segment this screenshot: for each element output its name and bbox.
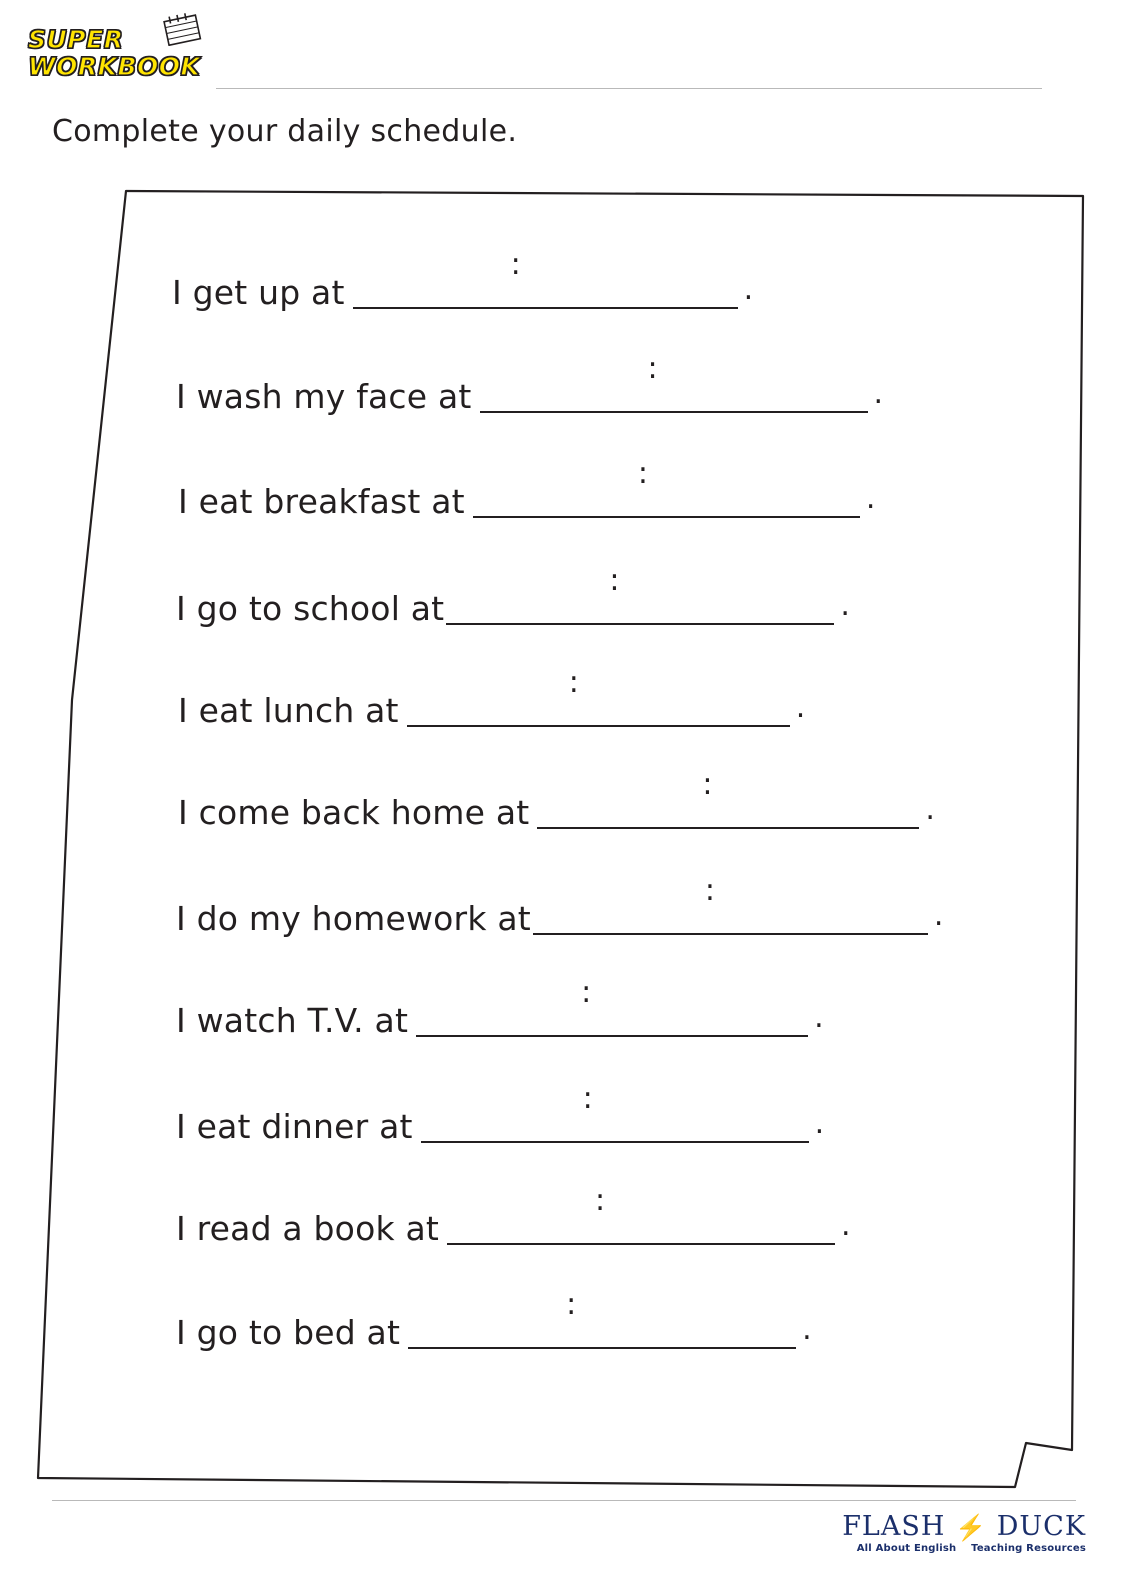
list-item	[172, 247, 754, 312]
colon-separator: :	[566, 1287, 577, 1322]
time-blank[interactable]	[421, 1081, 809, 1143]
footer-divider	[52, 1500, 1076, 1501]
time-blank[interactable]	[473, 456, 860, 518]
colon-separator: :	[581, 975, 592, 1010]
colon-separator: :	[609, 563, 620, 598]
footer-tagline-2: Teaching Resources	[971, 1543, 1086, 1554]
colon-separator: :	[647, 351, 658, 386]
colon-separator: :	[595, 1183, 606, 1218]
period-mark: .	[802, 1312, 812, 1347]
period-mark: .	[933, 898, 944, 933]
period-mark: .	[925, 792, 935, 827]
period-mark: .	[814, 1106, 825, 1141]
sentence-text: I do my homework at	[176, 899, 531, 938]
brand-duck: D	[996, 1511, 1020, 1542]
list-item	[176, 1287, 812, 1352]
colon-separator: :	[582, 1081, 593, 1116]
period-mark: .	[814, 1000, 824, 1035]
sentence-text: I watch T.V. at	[176, 1001, 409, 1040]
list-item	[178, 767, 935, 832]
logo-line-1: SUPER	[28, 25, 124, 54]
brand-flash: FLASH	[842, 1511, 946, 1542]
period-mark: .	[873, 376, 884, 411]
period-mark: .	[795, 690, 806, 725]
list-item	[176, 975, 824, 1040]
time-blank[interactable]	[480, 351, 868, 413]
sentence-text: I eat lunch at	[178, 691, 399, 730]
time-blank[interactable]	[537, 767, 919, 829]
sentence-text: I eat dinner at	[176, 1107, 413, 1146]
brand-duck-k: K	[1064, 1511, 1086, 1542]
sentence-text: I wash my face at	[176, 377, 472, 416]
time-blank[interactable]	[447, 1183, 835, 1245]
time-blank[interactable]	[533, 873, 928, 935]
colon-separator: :	[568, 665, 579, 700]
time-blank[interactable]	[416, 975, 808, 1037]
sentence-text: I read a book at	[176, 1209, 440, 1248]
time-blank[interactable]	[353, 247, 738, 309]
lightning-bolt-icon: ⚡	[955, 1513, 988, 1542]
brand-duck-rest: UC	[1019, 1511, 1065, 1542]
list-item	[176, 351, 884, 416]
logo-line-2: WORKBOOK	[28, 52, 201, 81]
colon-separator: :	[510, 247, 521, 282]
sentence-text: I come back home at	[178, 793, 530, 832]
sentence-text: I get up at	[172, 273, 345, 312]
sentence-text: I go to school at	[176, 589, 445, 628]
list-item	[178, 665, 806, 730]
list-item	[176, 1081, 825, 1146]
time-blank[interactable]	[446, 563, 834, 625]
sentence-text: I go to bed at	[176, 1313, 401, 1352]
list-item	[178, 456, 876, 521]
sentence-text: I eat breakfast at	[178, 482, 465, 521]
time-blank[interactable]	[408, 1287, 796, 1349]
instruction-text: Complete your daily schedule.	[52, 114, 518, 149]
period-mark: .	[865, 481, 876, 516]
colon-separator: :	[702, 767, 713, 802]
period-mark: .	[841, 1208, 851, 1243]
time-blank[interactable]	[407, 665, 790, 727]
period-mark: .	[743, 272, 754, 307]
list-item	[176, 563, 850, 628]
footer-tagline-1: All About English	[856, 1543, 957, 1554]
flashduck-logo	[826, 1512, 1086, 1570]
period-mark: .	[840, 588, 850, 623]
colon-separator: :	[637, 456, 648, 491]
list-item	[176, 1183, 851, 1248]
colon-separator: :	[704, 873, 715, 908]
list-item	[176, 873, 944, 938]
